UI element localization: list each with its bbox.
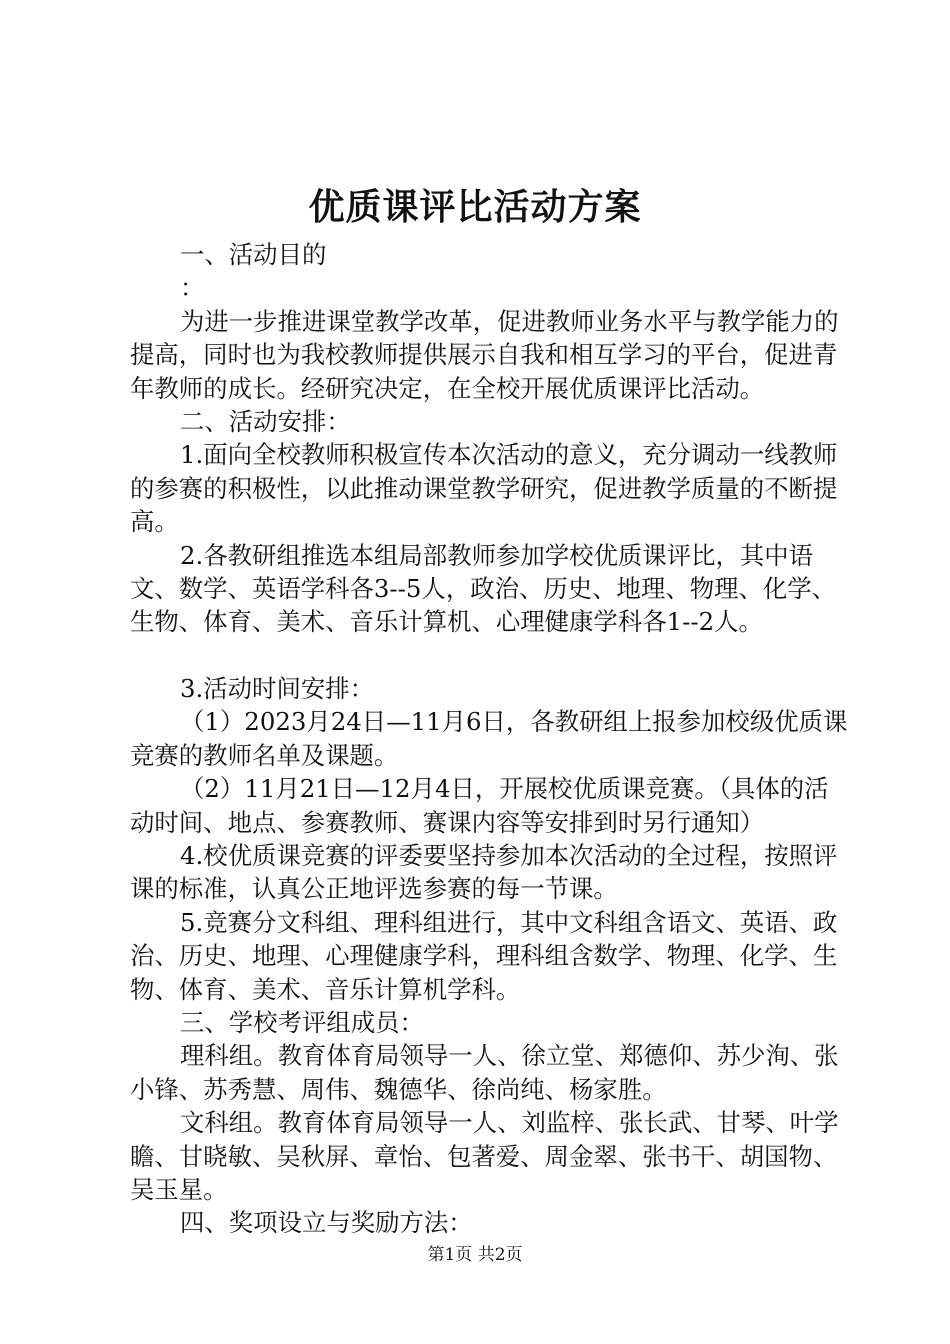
paragraph-item-2: 2.各教研组推选本组局部教师参加学校优质课评比，其中语文、数学、英语学科各3--5人，政治、历史、地理、物理、化学、生物、体育、美术、音乐计算机、心理健康学科各1--2人。 bbox=[130, 540, 837, 637]
paragraph-item-5: 5.竞赛分文科组、理科组进行，其中文科组含语文、英语、政治、历史、地理、心理健康学科，理科组含数学、物理、化学、生物、体育、美术、音乐计算机学科。 bbox=[130, 907, 838, 1004]
section-heading-purpose: 一、活动目的 bbox=[180, 240, 327, 269]
paragraph-arts-group: 文科组。教育体育局领导一人、刘监梓、张长武、甘琴、叶学瞻、甘晓敏、吴秋屏、章怡、包著爱、周金翠、张书干、胡国物、吴玉星。 bbox=[130, 1108, 839, 1204]
colon-line: ： bbox=[180, 273, 205, 303]
paragraph-schedule-1: （1）2023月24日—11月6日，各教研组上报参加校级优质课竞赛的教师名单及课题。 bbox=[130, 707, 848, 770]
paragraph-science-group: 理科组。教育体育局领导一人、徐立堂、郑德仰、苏少洵、张小锋、苏秀慧、周伟、魏德华、徐尚纯、杨家胜。 bbox=[130, 1041, 839, 1104]
section-heading-arrangement: 二、活动安排： bbox=[180, 407, 351, 437]
paragraph-item-1: 1.面向全校教师积极宣传本次活动的意义，充分调动一线教师的参赛的积极性，以此推动课堂教学研究，促进教学质量的不断提高。 bbox=[130, 440, 838, 537]
paragraph-item-4: 4.校优质课竞赛的评委要坚持参加本次活动的全过程，按照评课的标准，认真公正地评选参赛的每一节课。 bbox=[130, 840, 838, 904]
spacer bbox=[130, 639, 850, 672]
paragraph-schedule-2: （2）11月21日—12月4日，开展校优质课竞赛。（具体的活动时间、地点、参赛教师、赛课内容等安排到时另行通知） bbox=[130, 774, 829, 837]
page-number-footer: 第1页 共2页 bbox=[427, 1245, 523, 1265]
paragraph-item-3: 3.活动时间安排： bbox=[180, 673, 375, 703]
document-title: 优质课评比活动方案 bbox=[308, 187, 642, 228]
section-heading-committee: 三、学校考评组成员： bbox=[180, 1007, 424, 1037]
section-heading-awards: 四、奖项设立与奖励方法： bbox=[180, 1208, 473, 1238]
paragraph-purpose: 为进一步推进课堂教学改革，促进教师业务水平与教学能力的提高，同时也为我校教师提供展示自我和相互学习的平台，促进青年教师的成长。经研究决定，在全校开展优质课评比活动。 bbox=[130, 306, 839, 403]
document-body bbox=[130, 238, 850, 1240]
